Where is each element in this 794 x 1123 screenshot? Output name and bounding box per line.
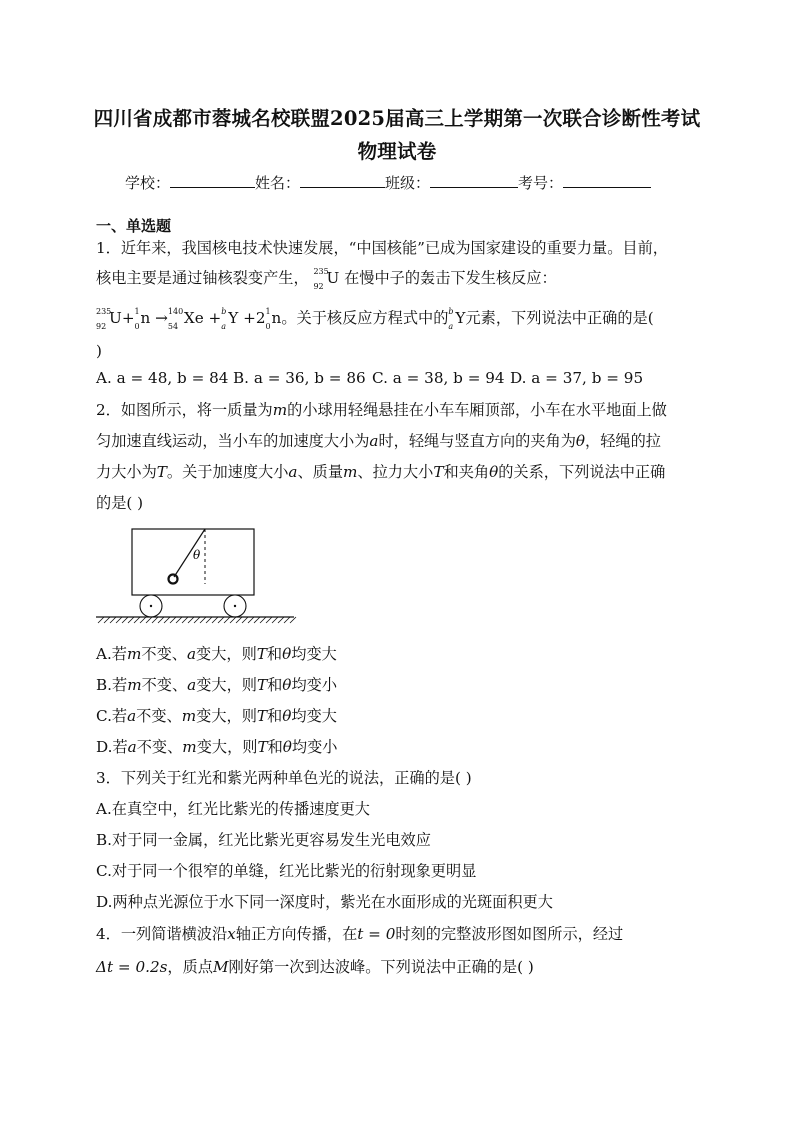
ground-hatch-stroke [284, 617, 290, 623]
q2-line2: 匀加速直线运动，当小车的加速度大小为a时，轻绳与竖直方向的夹角为θ，轻绳的拉 [96, 432, 661, 450]
ground-hatch-stroke [212, 617, 218, 623]
q1-option-a[interactable]: A. a = 48, b = 84 [96, 369, 229, 387]
q1-option-d[interactable]: D. a = 37, b = 95 [510, 369, 644, 387]
ball [169, 575, 178, 584]
ground-hatch-stroke [98, 617, 104, 623]
q4-line1: 4．一列简谐横波沿x轴正方向传播，在t = 0时刻的完整波形图如图所示，经过 [96, 925, 624, 943]
ground-hatch-stroke [230, 617, 236, 623]
q1-option-c[interactable]: C. a = 38, b = 94 [372, 369, 505, 387]
ground-hatch-stroke [266, 617, 272, 623]
q2-line4: 的是( ) [96, 494, 144, 512]
ground-hatch-stroke [290, 617, 296, 623]
q3-stem: 3．下列关于红光和紫光两种单色光的说法，正确的是( ) [96, 769, 472, 787]
name-field[interactable] [300, 173, 385, 188]
ground-hatch-stroke [170, 617, 176, 623]
q1-equation: 235 92 U+ 1 0 n → 140 54 Xe + b a Y +2 1 0 n。关于核反应方程式中的 b a Y元素，下列说法中正确的是( [96, 307, 654, 331]
q4-line2: Δt = 0.2s，质点M刚好第一次到达波峰。下列说法中正确的是( ) [96, 958, 534, 976]
ground-hatch-stroke [254, 617, 260, 623]
ground-hatch-stroke [176, 617, 182, 623]
ground-hatch-stroke [248, 617, 254, 623]
cart-body [132, 529, 254, 595]
ground-hatch-stroke [278, 617, 284, 623]
ground-hatch-stroke [218, 617, 224, 623]
class-field[interactable] [430, 173, 518, 188]
class-label: 班级： [385, 174, 431, 192]
info-fields [125, 172, 651, 193]
ground-hatch-stroke [224, 617, 230, 623]
ground-hatch-stroke [182, 617, 188, 623]
q2-option-a[interactable]: A.若m不变、a变大，则T和θ均变大 [96, 645, 337, 663]
q1-line4: ) [96, 342, 102, 360]
q2-line1: 2．如图所示，将一质量为m的小球用轻绳悬挂在小车车厢顶部，小车在水平地面上做 [96, 401, 667, 419]
q2-line3: 力大小为T。关于加速度大小a、质量m、拉力大小T和夹角θ的关系，下列说法中正确 [96, 463, 666, 481]
ground-hatch-stroke [272, 617, 278, 623]
ground-hatch-stroke [206, 617, 212, 623]
ground-hatch-stroke [104, 617, 110, 623]
ground-hatch-stroke [164, 617, 170, 623]
q3-option-d[interactable]: D.两种点光源位于水下同一深度时，紫光在水面形成的光斑面积更大 [96, 893, 553, 911]
section-heading: 一、单选题 [96, 217, 172, 235]
ground-hatch-stroke [194, 617, 200, 623]
q2-option-c[interactable]: C.若a不变、m变大，则T和θ均变大 [96, 707, 337, 725]
exam-no-label: 考号： [518, 174, 564, 192]
ground-hatch-stroke [140, 617, 146, 623]
theta-label: θ [193, 548, 201, 562]
ground-hatch-stroke [128, 617, 134, 623]
ground-hatch-stroke [236, 617, 242, 623]
q1-line2: 核电主要是通过铀核裂变产生， 235 92 U 在慢中子的轰击下发生核反应： [96, 267, 557, 291]
name-label: 姓名： [255, 174, 301, 192]
ground-hatch-stroke [260, 617, 266, 623]
ground-hatch-stroke [242, 617, 248, 623]
q3-option-a[interactable]: A.在真空中，红光比紫光的传播速度更大 [96, 800, 370, 818]
q3-option-c[interactable]: C.对于同一个很窄的单缝，红光比紫光的衍射现象更明显 [96, 862, 477, 880]
ground-hatch-stroke [134, 617, 140, 623]
rope [174, 529, 205, 577]
page-subtitle: 物理试卷 [357, 140, 437, 163]
ground-hatch-stroke [122, 617, 128, 623]
q1-line1: 1．近年来，我国核电技术快速发展，“中国核能”已成为国家建设的重要力量。目前， [96, 239, 668, 257]
q3-option-b[interactable]: B.对于同一金属，红光比紫光更容易发生光电效应 [96, 831, 431, 849]
q1-option-b[interactable]: B. a = 36, b = 86 [233, 369, 366, 387]
q2-option-b[interactable]: B.若m不变、a变大，则T和θ均变小 [96, 676, 338, 694]
cart-pendulum-figure [94, 524, 304, 634]
ground-hatch [98, 617, 296, 623]
ground-hatch-stroke [158, 617, 164, 623]
ground-hatch-stroke [152, 617, 158, 623]
school-label: 学校： [125, 174, 171, 192]
ground-hatch-stroke [116, 617, 122, 623]
ground-hatch-stroke [110, 617, 116, 623]
page-title: 四川省成都市蓉城名校联盟2025届高三上学期第一次联合诊断性考试 [93, 107, 701, 130]
school-field[interactable] [170, 173, 255, 188]
ground-hatch-stroke [188, 617, 194, 623]
q2-option-d[interactable]: D.若a不变、m变大，则T和θ均变小 [96, 738, 338, 756]
u235-nuclide: 235 92 U [313, 267, 340, 291]
ground-hatch-stroke [146, 617, 152, 623]
ground-hatch-stroke [200, 617, 206, 623]
exam-no-field[interactable] [563, 173, 651, 188]
